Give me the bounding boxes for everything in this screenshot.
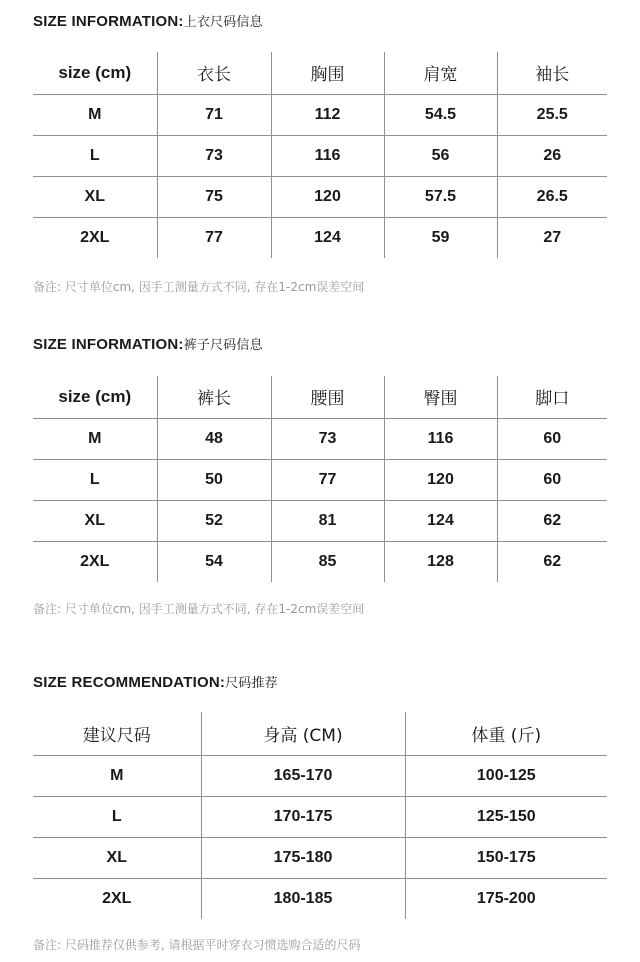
pants-table-row: [33, 541, 607, 582]
pants-cell-value: 62: [543, 552, 562, 570]
pants-column-header: 脚口: [497, 376, 607, 418]
pants-header-row: [33, 376, 607, 418]
pants-size-label: 2XL: [33, 541, 157, 582]
pants-cell-value: 81: [271, 500, 384, 541]
pants-size-label: L: [33, 459, 157, 500]
tops-cell-value: 116: [271, 135, 384, 176]
tops-cell-value: 56: [384, 135, 497, 176]
recommendation-column-header: 体重 (斤): [405, 712, 607, 755]
tops-cell-value: 112: [271, 94, 384, 135]
pants-cell-value: 60: [497, 459, 607, 500]
pants-cell-value: 48: [157, 418, 271, 459]
tops-column-header: 衣长: [157, 52, 271, 94]
pants-cell-value: 60: [497, 418, 607, 459]
pants-column-header: 腰围: [271, 376, 384, 418]
recommendation-cell-value: 170-175: [201, 796, 405, 837]
pants-cell-value: 77: [271, 459, 384, 500]
tops-note: 备注: 尺寸单位cm, 因手工测量方式不同, 存在1-2cm误差空间: [33, 280, 365, 294]
tops-column-header: 胸围: [271, 52, 384, 94]
pants-cell-value: 50: [157, 459, 271, 500]
recommendation-size-label: L: [33, 796, 201, 837]
recommendation-table-row: [33, 878, 607, 919]
tops-header-row: [33, 52, 607, 94]
pants-heading-cn: 裤子尺码信息: [183, 337, 263, 352]
tops-size-label: L: [33, 135, 157, 176]
pants-size-table: [33, 376, 607, 582]
pants-cell-value: 116: [384, 418, 497, 459]
tops-cell-value: 27: [543, 228, 562, 246]
recommendation-size-label: XL: [33, 837, 201, 878]
recommendation-header-row: [33, 712, 607, 755]
recommendation-table: [33, 712, 607, 919]
pants-size-label: M: [33, 418, 157, 459]
tops-size-table: [33, 52, 607, 258]
recommendation-cell-value: 175-180: [201, 837, 405, 878]
recommendation-heading-en: SIZE RECOMMENDATION:: [33, 674, 226, 691]
pants-column-header: 臀围: [384, 376, 497, 418]
pants-cell-value: 124: [384, 500, 497, 541]
tops-heading-en: SIZE INFORMATION:: [33, 13, 184, 30]
recommendation-table-row: [33, 796, 607, 837]
tops-cell-value: 25.5: [497, 94, 607, 135]
tops-size-label: XL: [33, 176, 157, 217]
tops-column-header: 袖长: [497, 52, 607, 94]
tops-cell-value: 124: [271, 217, 384, 258]
tops-size-label: M: [33, 94, 157, 135]
recommendation-cell-value: 175-200: [476, 889, 536, 907]
tops-heading-cn: 上衣尺码信息: [183, 14, 263, 29]
tops-size-label: 2XL: [33, 217, 157, 258]
pants-cell-value: 52: [157, 500, 271, 541]
recommendation-size-label: 2XL: [33, 878, 201, 919]
pants-heading: [33, 334, 263, 353]
recommendation-cell-value: 165-170: [201, 755, 405, 796]
tops-table-row: [33, 217, 607, 258]
tops-cell-value: 120: [271, 176, 384, 217]
pants-column-header: 裤长: [157, 376, 271, 418]
tops-column-header: 肩宽: [384, 52, 497, 94]
recommendation-cell-value: 180-185: [201, 878, 405, 919]
tops-cell-value: 26.5: [497, 176, 607, 217]
recommendation-note: 备注: 尺码推荐仅供参考, 请根据平时穿衣习惯选购合适的尺码: [33, 938, 361, 952]
pants-note: 备注: 尺寸单位cm, 因手工测量方式不同, 存在1-2cm误差空间: [33, 602, 365, 616]
tops-cell-value: 54.5: [384, 94, 497, 135]
tops-cell-value: 75: [157, 176, 271, 217]
tops-cell-value: 57.5: [384, 176, 497, 217]
pants-table-row: [33, 459, 607, 500]
recommendation-heading-cn: 尺码推荐: [225, 675, 278, 690]
recommendation-heading: [33, 672, 278, 691]
tops-cell-value: 26: [497, 135, 607, 176]
tops-cell-value: 71: [157, 94, 271, 135]
pants-cell-value: 128: [384, 541, 497, 582]
recommendation-table-row: [33, 837, 607, 878]
tops-column-header: size (cm): [33, 52, 157, 94]
tops-table-row: [33, 94, 607, 135]
tops-table-row: [33, 176, 607, 217]
pants-cell-value: 62: [497, 500, 607, 541]
tops-cell-value: 73: [157, 135, 271, 176]
pants-cell-value: 120: [384, 459, 497, 500]
pants-cell-value: 73: [271, 418, 384, 459]
tops-cell-value: 77: [157, 217, 271, 258]
recommendation-cell-value: 150-175: [405, 837, 607, 878]
pants-cell-value: 54: [157, 541, 271, 582]
recommendation-cell-value: 125-150: [405, 796, 607, 837]
pants-column-header: size (cm): [33, 376, 157, 418]
tops-cell-value: 59: [384, 217, 497, 258]
pants-cell-value: 85: [271, 541, 384, 582]
recommendation-table-row: [33, 755, 607, 796]
recommendation-column-header: 建议尺码: [33, 712, 201, 755]
tops-heading: [33, 11, 263, 30]
pants-heading-en: SIZE INFORMATION:: [33, 336, 184, 353]
pants-size-label: XL: [33, 500, 157, 541]
pants-table-row: [33, 418, 607, 459]
pants-table-row: [33, 500, 607, 541]
recommendation-size-label: M: [33, 755, 201, 796]
recommendation-cell-value: 100-125: [405, 755, 607, 796]
recommendation-column-header: 身高 (CM): [201, 712, 405, 755]
tops-table-row: [33, 135, 607, 176]
